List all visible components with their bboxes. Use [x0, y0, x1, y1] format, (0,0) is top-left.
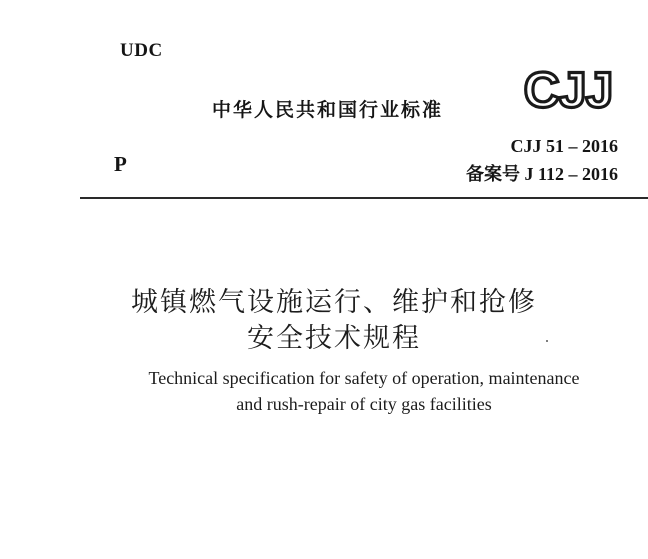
record-number: 备案号 J 112 – 2016	[465, 164, 618, 184]
header-divider	[80, 197, 648, 199]
scan-speck	[546, 340, 548, 342]
title-cn-line1: 城镇燃气设施运行、维护和抢修	[131, 287, 537, 318]
industry-standard-heading: 中华人民共和国行业标准	[212, 99, 444, 121]
cjj-logo	[516, 64, 620, 112]
title-en-line2: and rush-repair of city gas facilities	[236, 394, 492, 414]
classification-label: P	[114, 152, 127, 176]
title-cn-line2: 安全技术规程	[247, 323, 421, 354]
cjj-logo-mark	[516, 64, 620, 112]
cjj-logo-text: CJJ	[523, 64, 613, 112]
standard-number: CJJ 51 – 2016	[510, 136, 618, 156]
title-en-line1: Technical specification for safety of operation, maintenance	[148, 368, 580, 388]
udc-label: UDC	[120, 40, 163, 61]
